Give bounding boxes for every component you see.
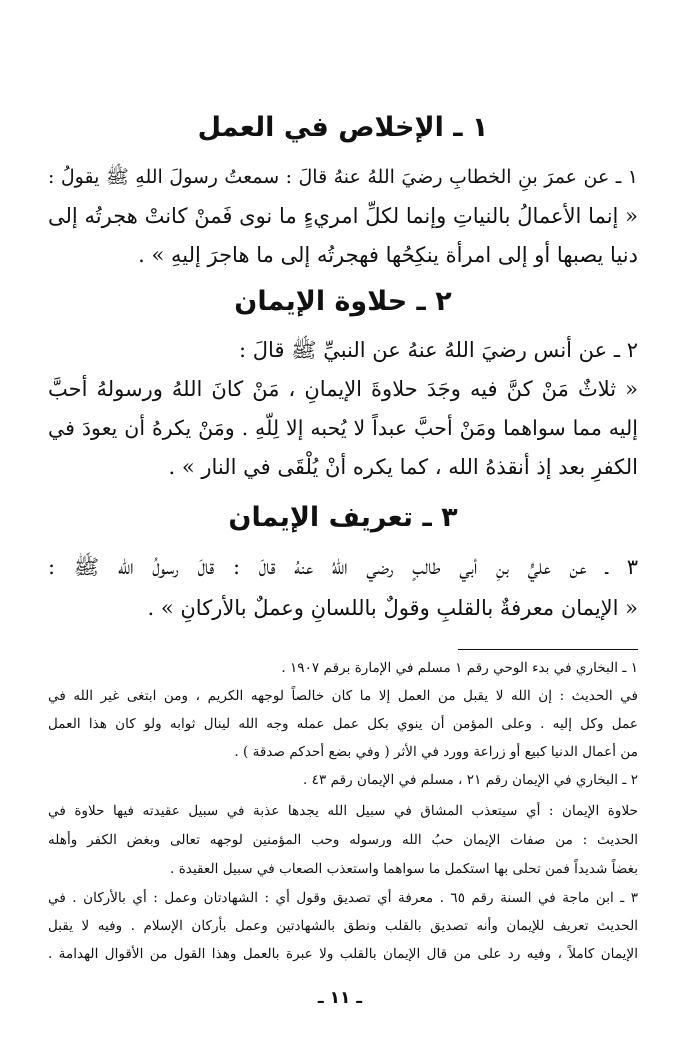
footnote-3-line-2: الإيمان كاملاً ، وفيه رد على من قال الإيمان بالقلب ولا عبرة بالعمل وهذا القول من الأقوال الهدامة . xyxy=(48,946,638,962)
footnote-1-source: ١ ـ البخاري في بدء الوحي رقم ١ مسلم في الإمارة برقم ١٩٠٧ . xyxy=(281,660,638,676)
section-heading-3: ٣ ـ تعريف الإيمان xyxy=(228,502,458,533)
section-heading-1: ١ ـ الإخلاص في العمل xyxy=(197,112,489,143)
hadith-2-line-2: « ثلاثٌ مَنْ كنَّ فيه وجَدَ حلاوةَ الإيمانِ ، مَنْ كانَ اللهُ ورسولهُ أحبَّ xyxy=(48,377,638,401)
hadith-3-line-2: « الإيمان معرفةٌ بالقلبِ وقولٌ باللسانِ وعملٌ بالأركانِ » . xyxy=(147,596,638,620)
footnote-1-line-3: من أعمال الدنيا كبيع أو زراعة وورد في الأثر ( وفي بضع أحدكم صدقة ) . xyxy=(234,744,638,760)
hadith-1-line-1: ١ ـ عن عمرَ بنِ الخطابِ رضيَ اللهُ عنهُ قالَ : سمعتُ رسولَ اللهِ ﷺ يقولُ : xyxy=(48,166,638,188)
footnote-2-line-1: حلاوة الإيمان : أي سيتعذب المشاق في سبيل الله يجدها عذبة في سبيل عقيدته فيها حلاوة في xyxy=(48,803,638,819)
hadith-1-line-2: « إنما الأعمالُ بالنياتِ وإنما لكلِّ امريءٍ ما نوى فَمنْ كانتْ هجرتُه إلى xyxy=(48,204,638,228)
hadith-1-line-3: دنيا يصبها أو إلى امرأة ينكِحُها فهجرتُه إلى ما هاجرَ إليهِ » . xyxy=(138,243,638,267)
footnote-1-line-2: عمل وكل إليه . وعلى المؤمن أن ينوي بكل عمل عمله وجه الله لينال ثوابه ولو كان هذا العمل xyxy=(48,716,638,732)
section-heading-2: ٢ ـ حلاوة الإيمان xyxy=(234,286,452,317)
page xyxy=(48,0,638,1051)
footnote-2-source: ٢ ـ البخاري في الإيمان رقم ٢١ ، مسلم في الإيمان رقم ٤٣ . xyxy=(303,772,638,788)
page-number: ـ ١١ ـ xyxy=(317,988,363,1008)
hadith-2-line-1: ٢ ـ عن أنس رضيَ اللهُ عنهُ عن النبيِّ ﷺ قالَ : xyxy=(239,338,638,362)
footnote-2-line-3: بغضاً شديداً فمن تحلى بها استكمل ما سواهما واستعذب الصعاب في سبيل العقيدة . xyxy=(170,861,638,877)
footnote-3-source: ٣ ـ ابن ماجة في السنة رقم ٦٥ . معرفة أي تصديق وقول أي : الشهادتان وعمل : أي بالأركان . في xyxy=(48,890,638,906)
hadith-2-line-3: إليه مما سواهما ومَنْ أحبَّ عبداً لا يُحبه إلا لِلّهِ . ومَنْ يكرهُ أن يعودَ في xyxy=(48,416,638,440)
footnote-divider xyxy=(458,649,638,650)
footnote-1-line-1: في الحديث : إن الله لا يقبل من العمل إلا ما كان خالصاً لوجهه الكريم ، ومن ابتغى غير الله في xyxy=(48,688,638,704)
footnote-3-line-1: الحديث تعريف للإيمان وأنه تصديق بالقلب ونطق بالشهادتين وعمل بأركان الإسلام . وفيه لا يقبل xyxy=(48,918,638,934)
hadith-2-line-4: الكفرِ بعد إذ أنقذهُ الله ، كما يكره أنْ يُلْقَى في النار » . xyxy=(168,455,638,479)
footnote-2-line-2: الحديث : من صفات الإيمان حبُ الله ورسوله وحب المؤمنين لوجهه تعالى وبغض الكفر وأهله xyxy=(48,832,638,848)
hadith-3-line-1: ٣ ـ عن عليٍّ بنِ أبي طالبٍ رضي اللهُ عنهُ قالَ : قالَ رسولُ الله ﷺ : xyxy=(48,555,638,579)
